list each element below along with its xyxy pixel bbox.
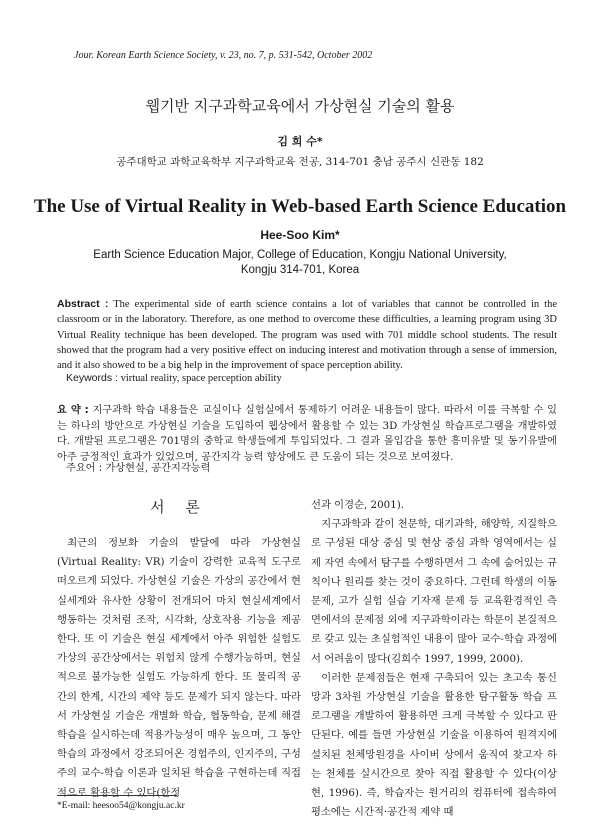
section-heading: 서 론 [150,498,208,516]
keywords [66,372,282,384]
body-column-right [311,496,557,822]
body-column-left [57,534,301,803]
keywords-korean-text: 가상현실, 공간지각능력 [105,463,211,474]
keywords-korean-label: 주요어 : [66,463,103,474]
affiliation-english-line: Kongju 314-701, Korea [240,264,360,276]
keywords-label: Keywords : [66,372,118,384]
abstract-text: The experimental side of earth science contains a lot of variables that cannot be controlled in the classroom or in the laboratory. Therefore, as one method to overcome these difficulties, a learning program using 3D Virtual Reality technique has been developed. The program was used with 701 middle school students. The result showed that the program had a very positive effect on inducing interest and motivation through a sense of immersion, and it also showed to be a big help in the improvement of space perception ability. [57,299,557,372]
keywords-korean [66,459,210,474]
journal-citation: Jour. Korean Earth Science Society, v. 23, no. 7, p. 531-542, October 2002 [74,50,373,61]
affiliation-english [0,248,600,278]
summary-korean [57,403,557,465]
paragraph: 선과 이경순, 2001). [311,499,405,511]
abstract [57,297,557,373]
title-english: The Use of Virtual Reality in Web-based Earth Science Education [33,196,567,217]
footnote-email: *E-mail: heesoo54@kongju.ac.kr [57,801,185,811]
paragraph: 이러한 문제점들은 현재 구축되어 있는 초고속 통신망과 3차원 가상현실 기술을 활용한 탐구활동 학습 프로그램을 개발하여 활용하면 크게 극복할 수 있다고 판단된다. 예를 들면 가상현실 기술을 이용하여 원격지에 설치된 천체망원경을 사이버 상에서 움직여 찾고자 하는 천체를 실시간으로 찾아 직접 활용할 수 있다(이상현, 1996). 즉, 학습자는 원거리의 컴퓨터에 접속하여 평소에는 시간적·공간적 제약 때 [311,671,557,819]
keywords-text: virtual reality, space perception ability [120,373,282,384]
author-korean: 김 희 수* [277,135,323,148]
summary-label: 요 약 : [57,405,89,416]
author-english: Hee-Soo Kim* [260,228,340,242]
summary-text: 지구과학 학습 내용들은 교실이나 실험실에서 통제하기 어려운 내용들이 많다. 따라서 이를 극복할 수 있는 하나의 방안으로 가상현실 기술을 도입하여 웹상에서 활용할 수 있는 3D 가상현실 학습프로그램을 개발하였다. 개발된 프로그램은 701명의 중학교 학생들에게 투입되었다. 그 결과 몰입감을 통한 흥미유발 및 동기유발에 아주 긍정적인 효과가 있었으며, 공간지각 능력 향상에도 큰 도움이 되는 것으로 보여졌다. [57,405,557,463]
footnote-divider [57,795,177,796]
paragraph: 지구과학과 같이 천문학, 대기과학, 해양학, 지질학으로 구성된 대상 중심 및 현상 중심 과학 영역에서는 실제 자연 속에서 탐구를 수행하면서 그 속에 숨어있는 규칙이나 원리를 찾는 것이 중요하다. 그런데 학생의 이동 문제, 고가 실험 실습 기자재 문제 등 교육환경적인 측면에서의 문제점 외에 지구과학이라는 학문이 본질적으로 갖고 있는 초실험적인 내용이 많아 교수-학습 과정에서 어려움이 많다(김희수 1997, 1999, 2000). [311,518,557,665]
affiliation-korean: 공주대학교 과학교육학부 지구과학교육 전공, 314-701 충남 공주시 신관동 182 [116,156,484,168]
title-korean: 웹기반 지구과학교육에서 가상현실 기술의 활용 [145,97,455,115]
abstract-label: Abstract : [57,298,109,310]
paragraph: 최근의 정보화 기술의 발달에 따라 가상현실(Virtual Reality: VR) 기술이 강력한 교육적 도구로 떠오르게 되었다. 가상현실 기술은 가상의 공간에서 현실세계와 유사한 상황이 전개되어 마치 현실세계에서 행동하는 것처럼 조작, 시각화, 상호작용 기능을 제공한다. 또 이 기술은 현실 세계에서 아주 위험한 실험도 가상의 공간상에서는 위험치 않게 수행가능하며, 현실적으로 불가능한 실험도 가능하게 한다. 또 물리적 공간의 한계, 시간의 제약 등도 문제가 되지 않는다. 따라서 가상현실 기술은 개별화 학습, 협동학습, 문제 해결 학습을 실시하는데 적용가능성이 매우 높으며, 그 동안 학습의 과정에서 강조되어온 경험주의, 인지주의, 구성주의 교수-학습 이론과 일치된 학습을 구현하는데 직접적으로 활용할 수 있다(한정 [57,537,301,799]
affiliation-english-line: Earth Science Education Major, College of Education, Kongju National University, [93,249,507,261]
